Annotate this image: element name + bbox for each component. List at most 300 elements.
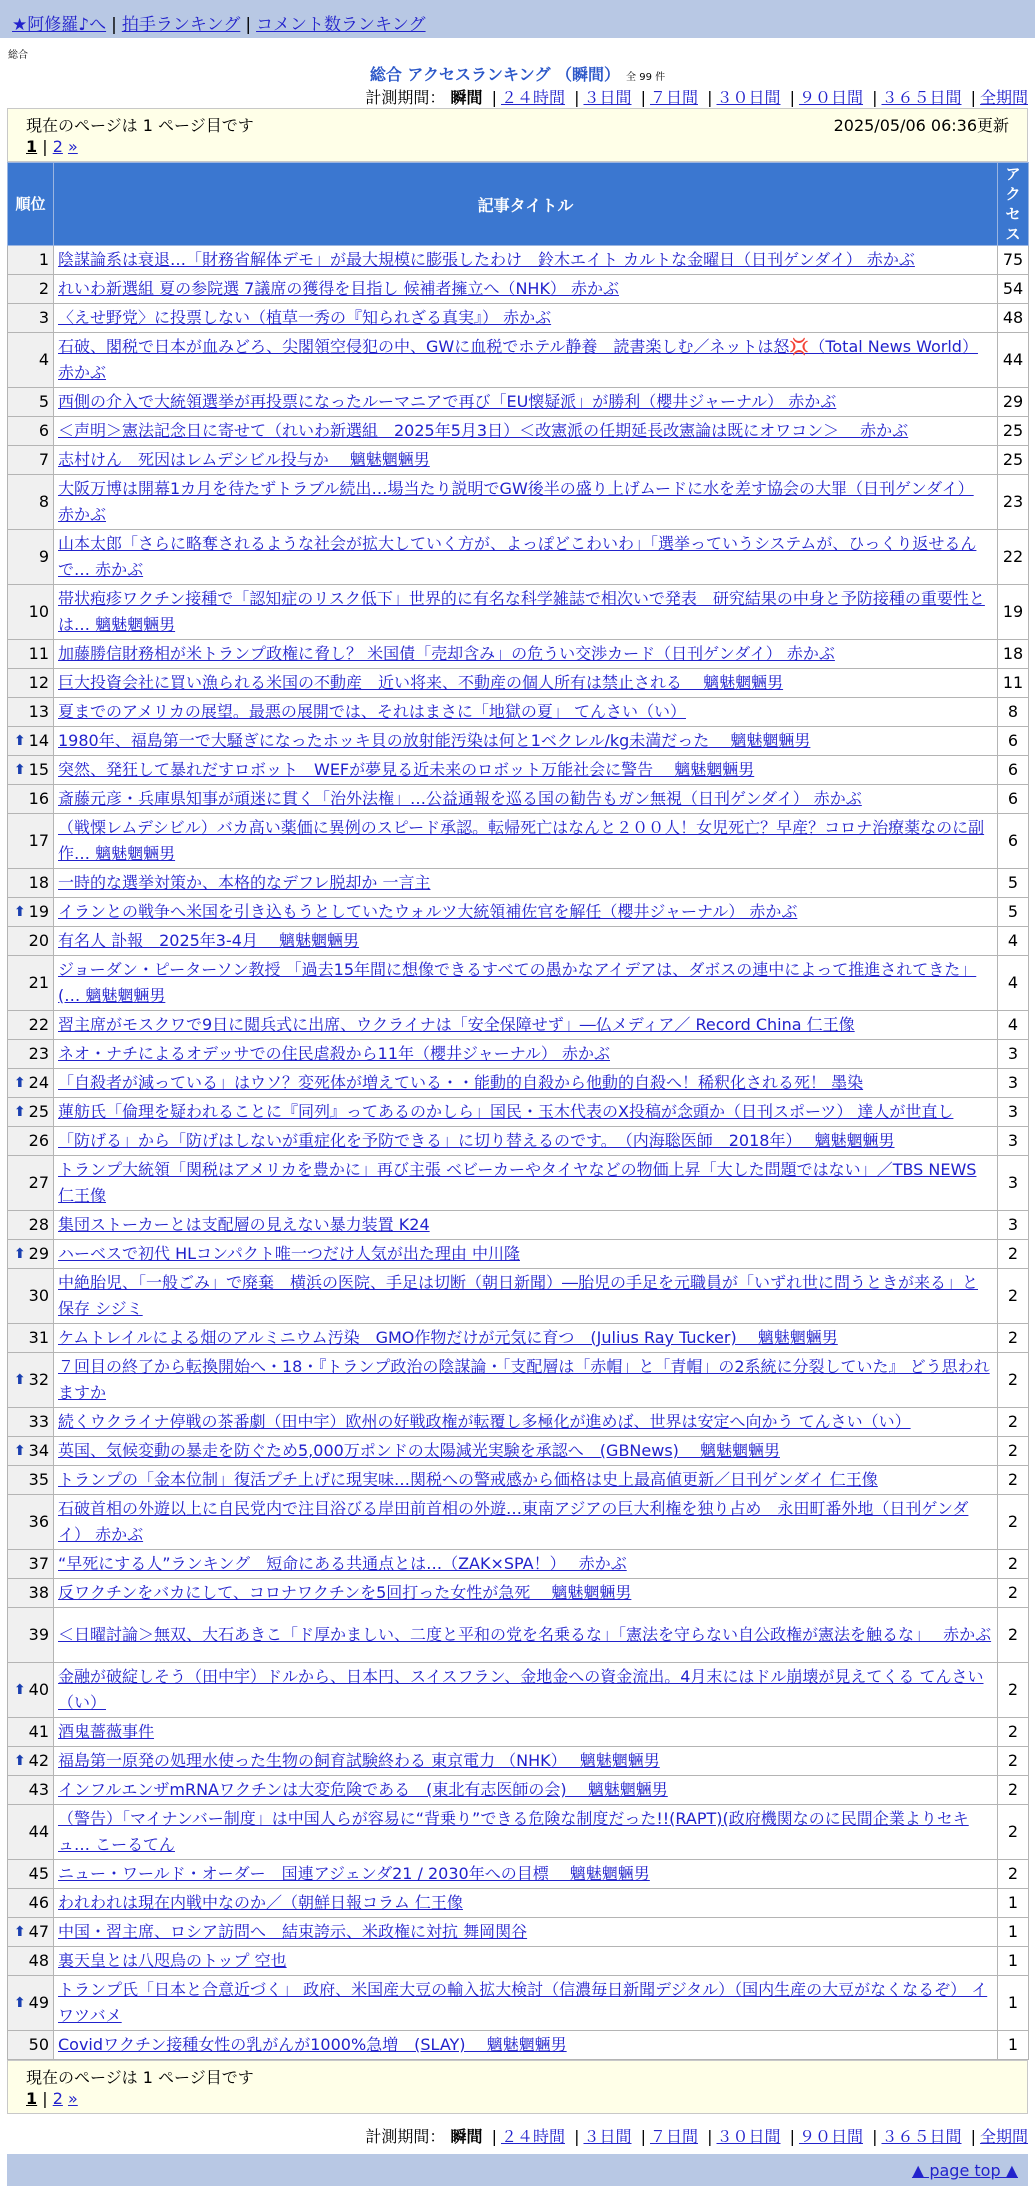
- rank-number: 35: [28, 1470, 49, 1489]
- rank-cell: [8, 304, 54, 333]
- article-link[interactable]: 〈えせ野党〉に投票しない（植草一秀の『知られざる真実』） 赤かぶ: [58, 308, 552, 327]
- table-row: [8, 530, 1029, 585]
- table-row: [8, 2031, 1029, 2060]
- ranking-table: [7, 162, 1029, 2060]
- rank-number: 50: [28, 2035, 49, 2054]
- access-count: 2: [998, 1747, 1029, 1776]
- rank-cell: [8, 956, 54, 1011]
- title-cell: [54, 1466, 998, 1495]
- article-link[interactable]: 「自殺者が減っている」はウソ？変死体が増えている・・能動的自殺から他動的自殺へ！稀釈化される死！ 墨染: [58, 1073, 864, 1092]
- article-link[interactable]: イランとの戦争へ米国を引き込もうとしていたウォルツ大統領補佐官を解任（櫻井ジャーナル） 赤かぶ: [58, 902, 798, 921]
- title-cell: [54, 727, 998, 756]
- rank-number: 17: [28, 831, 49, 850]
- table-row: [8, 246, 1029, 275]
- page-info: [7, 108, 1028, 162]
- bottom-pager: 1 | 2 »: [8, 2089, 1027, 2113]
- access-count: 4: [998, 956, 1029, 1011]
- rank-number: 14: [28, 731, 49, 750]
- table-row: [8, 898, 1029, 927]
- article-link[interactable]: （戦慄レムデシビル）バカ高い薬価に異例のスピード承認。転帰死亡はなんと２００人！女児死亡？早産？コロナ治療薬なのに副作… 魑魅魍魎男: [58, 818, 985, 863]
- article-link[interactable]: （警告）「マイナンバー制度」は中国人らが容易に“背乗り”できる危険な制度だった!!(RAPT)(政府機関なのに民間企業よりセキュ… こーるてん: [58, 1809, 969, 1854]
- up-arrow-icon: ⬆: [14, 1246, 26, 1262]
- pager-current: 1: [26, 137, 38, 156]
- rank-cell: [8, 475, 54, 530]
- access-count: 2: [998, 1437, 1029, 1466]
- article-link[interactable]: 集団ストーカーとは支配層の見えない暴力装置 K24: [58, 1215, 430, 1234]
- table-row: [8, 1776, 1029, 1805]
- home-link[interactable]: ★阿修羅♪へ: [12, 15, 107, 35]
- period-link-30d[interactable]: ３０日間: [716, 2127, 781, 2146]
- rank-cell: [8, 669, 54, 698]
- title-cell: [54, 1353, 998, 1408]
- ranking-body: [8, 246, 1029, 2060]
- access-count: 5: [998, 869, 1029, 898]
- article-link[interactable]: 習主席がモスクワで9日に閲兵式に出席、ウクライナは「安全保障せず」―仏メディア／ Record China 仁王像: [58, 1015, 855, 1034]
- title-cell: [54, 669, 998, 698]
- title-cell: [54, 1776, 998, 1805]
- title-count: 全 99 件: [626, 72, 666, 83]
- article-link[interactable]: 山本太郎「さらに略奪されるような社会が拡大していく方が、よっぽどこわいわ」「選挙っていうシステムが、ひっくり返せるんで… 赤かぶ: [58, 534, 977, 579]
- title-cell: [54, 1918, 998, 1947]
- rank-cell: [8, 898, 54, 927]
- pager-next[interactable]: »: [67, 137, 78, 156]
- rank-number: 20: [28, 931, 49, 950]
- bottom-page-status: 現在のページは 1 ページ目です: [26, 2068, 254, 2087]
- rank-cell: [8, 1156, 54, 1211]
- rank-number: 48: [28, 1951, 49, 1970]
- article-link[interactable]: 帯状疱疹ワクチン接種で「認知症のリスク低下」世界的に有名な科学雑誌で相次いで発表 研究結果の中身と予防接種の重要性とは… 魑魅魍魎男: [58, 589, 985, 634]
- table-row: [8, 1040, 1029, 1069]
- rank-cell: [8, 1269, 54, 1324]
- title-cell: [54, 530, 998, 585]
- rank-cell: [8, 698, 54, 727]
- rank-cell: [8, 1718, 54, 1747]
- page-top-link[interactable]: ▲ page top ▲: [911, 2161, 1018, 2180]
- access-count: 2: [998, 1269, 1029, 1324]
- rank-cell: [8, 640, 54, 669]
- header-access: アクセス: [998, 163, 1029, 246]
- table-row: [8, 1324, 1029, 1353]
- title-cell: [54, 927, 998, 956]
- article-link[interactable]: 酒鬼薔薇事件: [58, 1722, 155, 1741]
- article-link[interactable]: 石破首相の外遊以上に自民党内で注目浴びる岸田前首相の外遊…東南アジアの巨大利権を独り占め 永田町番外地（日刊ゲンダイ） 赤かぶ: [58, 1499, 969, 1544]
- period-link-365d[interactable]: ３６５日間: [881, 88, 962, 107]
- period-link-30d[interactable]: ３０日間: [716, 88, 781, 107]
- period-label: 計測期間：: [365, 88, 446, 107]
- rank-number: 8: [38, 492, 49, 511]
- article-link[interactable]: ハーベスで初代 HLコンパクト唯一つだけ人気が出た理由 中川隆: [58, 1244, 520, 1263]
- period-link-90d[interactable]: ９０日間: [798, 88, 863, 107]
- access-count: 2: [998, 1663, 1029, 1718]
- period-link-24h[interactable]: ２４時間: [500, 2127, 565, 2146]
- article-link[interactable]: トランプの「金本位制」復活プチ上げに現実味…関税への警戒感から価格は史上最高値更新／日刊ゲンダイ 仁王像: [58, 1470, 878, 1489]
- access-count: 75: [998, 246, 1029, 275]
- title-cell: [54, 1747, 998, 1776]
- article-link[interactable]: 夏までのアメリカの展望。最悪の展開では、それはまさに「地獄の夏」 てんさい（い）: [58, 702, 686, 721]
- rank-cell: [8, 1069, 54, 1098]
- rank-cell: [8, 446, 54, 475]
- rank-number: 19: [28, 902, 49, 921]
- up-arrow-icon: ⬆: [14, 1075, 26, 1091]
- period-link-all[interactable]: 全期間: [979, 88, 1028, 107]
- article-link[interactable]: 巨大投資会社に買い漁られる米国の不動産 近い将来、不動産の個人所有は禁止される 魑魅魍魎男: [58, 673, 784, 692]
- access-count: 3: [998, 1040, 1029, 1069]
- access-count: 1: [998, 1918, 1029, 1947]
- rank-number: 37: [28, 1554, 49, 1573]
- article-link[interactable]: ７回目の終了から転換開始へ・18・『トランプ政治の陰謀論・「支配層は「赤帽」と「青帽」の2系統に分裂していた』 どう思われますか: [58, 1357, 990, 1402]
- table-row: [8, 1608, 1029, 1663]
- access-count: 3: [998, 1127, 1029, 1156]
- period-link-365d[interactable]: ３６５日間: [881, 2127, 962, 2146]
- rank-cell: [8, 333, 54, 388]
- access-count: 6: [998, 785, 1029, 814]
- rank-number: 46: [28, 1893, 49, 1912]
- table-row: [8, 1353, 1029, 1408]
- rank-number: 40: [28, 1680, 49, 1699]
- table-row: [8, 927, 1029, 956]
- table-row: [8, 869, 1029, 898]
- access-count: 23: [998, 475, 1029, 530]
- pager-page-2[interactable]: 2: [52, 137, 63, 156]
- rank-cell: [8, 1011, 54, 1040]
- access-count: 8: [998, 698, 1029, 727]
- title-cell: [54, 475, 998, 530]
- article-link[interactable]: 蓮舫氏「倫理を疑われることに『同列』ってあるのかしら」国民・玉木代表のX投稿が念頭か（日刊スポーツ） 達人が世直し: [58, 1102, 954, 1121]
- access-count: 22: [998, 530, 1029, 585]
- rank-number: 47: [28, 1922, 49, 1941]
- access-count: 2: [998, 1550, 1029, 1579]
- rank-number: 11: [28, 644, 49, 663]
- article-link[interactable]: 「防げる」から「防げはしないが重症化を予防できる」に切り替えるのです。 （内海聡医師 2018年） 魑魅魍魎男: [58, 1131, 895, 1150]
- rank-cell: [8, 1098, 54, 1127]
- title-cell: [54, 1718, 998, 1747]
- title-cell: [54, 304, 998, 333]
- up-arrow-icon: ⬆: [14, 1753, 26, 1769]
- rank-number: 27: [28, 1173, 49, 1192]
- footer: [7, 2154, 1028, 2186]
- title-cell: [54, 1550, 998, 1579]
- bottom-pager-next[interactable]: »: [67, 2089, 78, 2108]
- article-link[interactable]: 加藤勝信財務相が米トランプ政権に脅し？ 米国債「売却含み」の危うい交渉カード（日刊ゲンダイ） 赤かぶ: [58, 644, 835, 663]
- title-cell: [54, 814, 998, 869]
- up-arrow-icon: ⬆: [14, 1104, 26, 1120]
- rank-number: 30: [28, 1286, 49, 1305]
- rank-cell: [8, 1466, 54, 1495]
- access-count: 4: [998, 927, 1029, 956]
- table-row: [8, 1269, 1029, 1324]
- access-count: 3: [998, 1069, 1029, 1098]
- article-link[interactable]: 石破、閣税で日本が血みどろ、尖閣領空侵犯の中、GWに血税でホテル静養 読書楽しむ／ネットは怒💢（Total News World） 赤かぶ: [58, 337, 978, 382]
- section-label: 総合: [8, 50, 28, 61]
- article-link[interactable]: トランプ氏「日本と合意近づく」 政府、米国産大豆の輸入拡大検討（信濃毎日新聞デジタル）（国内生産の大豆がなくなるぞ） イワツバメ: [58, 1980, 988, 2025]
- article-link[interactable]: ＜日曜討論＞無双、大石あきこ「ド厚かましい、二度と平和の党を名乗るな」「憲法を守らない自公政権が憲法を触るな」 赤かぶ: [58, 1625, 992, 1644]
- rank-cell: [8, 1127, 54, 1156]
- article-link[interactable]: 大阪万博は開幕1カ月を待たずトラブル続出…場当たり説明でGW後半の盛り上げムードに水を差す協会の大罪（日刊ゲンダイ） 赤かぶ: [58, 479, 974, 524]
- title-cell: [54, 785, 998, 814]
- period-link-24h[interactable]: ２４時間: [500, 88, 565, 107]
- access-count: 19: [998, 585, 1029, 640]
- period-link-3d[interactable]: ３日間: [583, 2127, 632, 2146]
- access-count: 2: [998, 1608, 1029, 1663]
- up-arrow-icon: ⬆: [14, 1372, 26, 1388]
- table-row: [8, 785, 1029, 814]
- article-link[interactable]: トランプ大統領「関税はアメリカを豊かに」再び主張 ベビーカーやタイヤなどの物価上昇「大した問題ではない」／TBS NEWS 仁王像: [58, 1160, 977, 1205]
- table-row: [8, 1747, 1029, 1776]
- header-rank: 順位: [8, 163, 54, 246]
- title-cell: [54, 275, 998, 304]
- rank-number: 13: [28, 702, 49, 721]
- article-link[interactable]: れいわ新選組 夏の参院選 7議席の獲得を目指し 候補者擁立へ（NHK） 赤かぶ: [58, 279, 620, 298]
- title-cell: [54, 956, 998, 1011]
- table-row: [8, 1211, 1029, 1240]
- rank-number: 18: [28, 873, 49, 892]
- access-count: 48: [998, 304, 1029, 333]
- article-link[interactable]: 反ワクチンをバカにして、コロナワクチンを5回打った女性が急死 魑魅魍魎男: [58, 1583, 632, 1602]
- access-count: 5: [998, 898, 1029, 927]
- access-count: 1: [998, 1976, 1029, 2031]
- rank-cell: [8, 1889, 54, 1918]
- rank-number: 1: [38, 250, 49, 269]
- rank-cell: [8, 1437, 54, 1466]
- access-count: 2: [998, 1240, 1029, 1269]
- rank-number: 9: [38, 547, 49, 566]
- article-link[interactable]: 続くウクライナ停戦の茶番劇（田中宇）欧州の好戦政権が転覆し多極化が進めば、世界は安定へ向かう てんさい（い）: [58, 1412, 911, 1431]
- rank-cell: [8, 785, 54, 814]
- rank-number: 44: [28, 1822, 49, 1841]
- table-row: [8, 1437, 1029, 1466]
- table-row: [8, 1889, 1029, 1918]
- access-count: 25: [998, 446, 1029, 475]
- article-link[interactable]: ジョーダン・ピーターソン教授 「過去15年間に想像できるすべての愚かなアイデアは、ダボスの連中によって推進されてきた」(… 魑魅魍魎男: [58, 960, 977, 1005]
- table-row: [8, 1718, 1029, 1747]
- article-link[interactable]: 西側の介入で大統領選挙が再投票になったルーマニアで再び「EU懐疑派」が勝利（櫻井ジャーナル） 赤かぶ: [58, 392, 837, 411]
- rank-number: 25: [28, 1102, 49, 1121]
- page-title: 総合 アクセスランキング （瞬間）: [369, 65, 621, 84]
- table-row: [8, 1495, 1029, 1550]
- table-row: [8, 275, 1029, 304]
- rank-cell: [8, 1240, 54, 1269]
- rank-cell: [8, 1324, 54, 1353]
- rank-cell: [8, 1550, 54, 1579]
- title-cell: [54, 333, 998, 388]
- table-row: [8, 585, 1029, 640]
- title-cell: [54, 1324, 998, 1353]
- access-count: 6: [998, 727, 1029, 756]
- table-row: [8, 756, 1029, 785]
- table-row: [8, 417, 1029, 446]
- article-link[interactable]: “早死にする人”ランキング 短命にある共通点とは…（ZAK×SPA！） 赤かぶ: [58, 1554, 627, 1573]
- rank-number: 43: [28, 1780, 49, 1799]
- rank-number: 5: [38, 392, 49, 411]
- title-cell: [54, 1437, 998, 1466]
- rank-cell: [8, 1495, 54, 1550]
- top-nav: [0, 0, 1035, 38]
- rank-number: 32: [28, 1370, 49, 1389]
- table-row: [8, 727, 1029, 756]
- title-cell: [54, 388, 998, 417]
- rank-cell: [8, 585, 54, 640]
- access-count: 1: [998, 1889, 1029, 1918]
- rank-number: 10: [28, 602, 49, 621]
- article-link[interactable]: ケムトレイルによる畑のアルミニウム汚染 GMO作物だけが元気に育つ (Julius Ray Tucker) 魑魅魍魎男: [58, 1328, 838, 1347]
- title-cell: [54, 1495, 998, 1550]
- period-label: 計測期間：: [365, 2127, 446, 2146]
- access-count: 2: [998, 1805, 1029, 1860]
- up-arrow-icon: ⬆: [14, 904, 26, 920]
- period-link-3d[interactable]: ３日間: [583, 88, 632, 107]
- title-cell: [54, 1040, 998, 1069]
- article-link[interactable]: 突然、発狂して暴れだすロボット WEFが夢見る近未来のロボット万能社会に警告 魑魅魍魎男: [58, 760, 755, 779]
- rank-cell: [8, 388, 54, 417]
- access-count: 54: [998, 275, 1029, 304]
- rank-number: 6: [38, 421, 49, 440]
- article-link[interactable]: 英国、気候変動の暴走を防ぐため5,000万ポンドの太陽減光実験を承認へ (GBNews) 魑魅魍魎男: [58, 1441, 780, 1460]
- table-row: [8, 1069, 1029, 1098]
- period-link-all[interactable]: 全期間: [979, 2127, 1028, 2146]
- rank-cell: [8, 1211, 54, 1240]
- period-current: 瞬間: [450, 2127, 483, 2146]
- access-count: 29: [998, 388, 1029, 417]
- title-cell: [54, 1127, 998, 1156]
- rank-cell: [8, 246, 54, 275]
- table-row: [8, 1918, 1029, 1947]
- rank-cell: [8, 1860, 54, 1889]
- period-link-7d[interactable]: ７日間: [649, 88, 698, 107]
- rank-number: 29: [28, 1244, 49, 1263]
- article-link[interactable]: われわれは現在内戦中なのか／（朝鮮日報コラム 仁王像: [58, 1893, 463, 1912]
- rank-number: 36: [28, 1512, 49, 1531]
- bottom-pager-page-2[interactable]: 2: [52, 2089, 63, 2108]
- article-link[interactable]: 1980年、福島第一で大騒ぎになったホッキ貝の放射能汚染は何と1ベクレル/kg未満だった 魑魅魍魎男: [58, 731, 811, 750]
- access-count: 2: [998, 1860, 1029, 1889]
- rank-number: 39: [28, 1625, 49, 1644]
- article-link[interactable]: ＜声明＞憲法記念日に寄せて（れいわ新選組 2025年5月3日）＜改憲派の任期延長改憲論は既にオワコン＞ 赤かぶ: [58, 421, 909, 440]
- article-link[interactable]: 福島第一原発の処理水使った生物の飼育試験終わる 東京電力 （NHK） 魑魅魍魎男: [58, 1751, 660, 1770]
- title-cell: [54, 1011, 998, 1040]
- rank-number: 21: [28, 973, 49, 992]
- title-cell: [54, 446, 998, 475]
- rank-cell: [8, 1579, 54, 1608]
- article-link[interactable]: 一時的な選挙対策か、本格的なデフレ脱却か 一言主: [58, 873, 431, 892]
- table-row: [8, 1947, 1029, 1976]
- rank-number: 31: [28, 1328, 49, 1347]
- table-row: [8, 1550, 1029, 1579]
- comment-ranking-link[interactable]: コメント数ランキング: [256, 15, 426, 35]
- up-arrow-icon: ⬆: [14, 733, 26, 749]
- title-row: [0, 58, 1035, 82]
- table-row: [8, 1805, 1029, 1860]
- table-row: [8, 388, 1029, 417]
- rank-number: 24: [28, 1073, 49, 1092]
- article-link[interactable]: Covidワクチン接種女性の乳がんが1000%急増 (SLAY) 魑魅魍魎男: [58, 2035, 567, 2054]
- table-row: [8, 1127, 1029, 1156]
- access-count: 2: [998, 1466, 1029, 1495]
- access-count: 2: [998, 1718, 1029, 1747]
- rank-cell: [8, 417, 54, 446]
- article-link[interactable]: 裏天皇とは八咫烏のトップ 空也: [58, 1951, 287, 1970]
- rank-number: 49: [28, 1993, 49, 2012]
- rank-number: 23: [28, 1044, 49, 1063]
- period-link-7d[interactable]: ７日間: [649, 2127, 698, 2146]
- nav-separator: |: [245, 15, 252, 35]
- rank-cell: [8, 1747, 54, 1776]
- rank-cell: [8, 1663, 54, 1718]
- title-cell: [54, 756, 998, 785]
- rank-number: 3: [38, 308, 49, 327]
- article-link[interactable]: 金融が破綻しそう（田中宇）ドルから、日本円、スイスフラン、金地金への資金流出。4月末にはドル崩壊が見えてくる てんさい（い）: [58, 1667, 984, 1712]
- rank-cell: [8, 530, 54, 585]
- article-link[interactable]: 志村けん 死因はレムデシビル投与か 魑魅魍魎男: [58, 450, 430, 469]
- title-cell: [54, 1211, 998, 1240]
- access-count: 1: [998, 1947, 1029, 1976]
- title-cell: [54, 1608, 998, 1663]
- access-count: 3: [998, 1211, 1029, 1240]
- table-row: [8, 956, 1029, 1011]
- article-link[interactable]: 中絶胎児、「一般ごみ」で廃棄 横浜の医院、手足は切断（朝日新聞）―胎児の手足を元職員が「いずれ世に問うときが来る」と保存 シジミ: [58, 1273, 979, 1318]
- article-link[interactable]: ネオ・ナチによるオデッサでの住民虐殺から11年（櫻井ジャーナル） 赤かぶ: [58, 1044, 611, 1063]
- article-link[interactable]: 陰謀論系は衰退…「財務省解体デモ」が最大規模に膨張したわけ 鈴木エイト カルトな金曜日（日刊ゲンダイ） 赤かぶ: [58, 250, 915, 269]
- access-count: 3: [998, 1098, 1029, 1127]
- updated-time: 2025/05/06 06:36更新: [833, 116, 1009, 135]
- title-cell: [54, 1156, 998, 1211]
- table-row: [8, 446, 1029, 475]
- table-row: [8, 1011, 1029, 1040]
- bottom-period-selector: 計測期間： 瞬間 | ２４時間 | ３日間 | ７日間 | ３０日間 | ９０日間 | ３６５日間 | 全期間: [365, 2127, 1028, 2146]
- table-row: [8, 1976, 1029, 2031]
- up-arrow-icon: ⬆: [14, 1924, 26, 1940]
- rank-cell: [8, 756, 54, 785]
- rank-number: 45: [28, 1864, 49, 1883]
- rank-number: 33: [28, 1412, 49, 1431]
- rank-number: 26: [28, 1131, 49, 1150]
- table-row: [8, 333, 1029, 388]
- title-cell: [54, 1098, 998, 1127]
- title-cell: [54, 1579, 998, 1608]
- article-link[interactable]: インフルエンザmRNAワクチンは大変危険である (東北有志医師の会) 魑魅魍魎男: [58, 1780, 668, 1799]
- title-cell: [54, 585, 998, 640]
- table-row: [8, 1408, 1029, 1437]
- access-count: 2: [998, 1495, 1029, 1550]
- access-count: 2: [998, 1324, 1029, 1353]
- access-count: 2: [998, 1579, 1029, 1608]
- rank-cell: [8, 1776, 54, 1805]
- title-cell: [54, 898, 998, 927]
- article-link[interactable]: ニュー・ワールド・オーダー 国連アジェンダ21 / 2030年への目標 魑魅魍魎男: [58, 1864, 650, 1883]
- article-link[interactable]: 中国・習主席、ロシア訪問へ 結束誇示、米政権に対抗 舞岡関谷: [58, 1922, 528, 1941]
- access-count: 2: [998, 1408, 1029, 1437]
- applause-ranking-link[interactable]: 拍手ランキング: [121, 15, 241, 35]
- rank-cell: [8, 1918, 54, 1947]
- rank-cell: [8, 1353, 54, 1408]
- rank-cell: [8, 1805, 54, 1860]
- rank-number: 34: [28, 1441, 49, 1460]
- article-link[interactable]: 有名人 訃報 2025年3-4月 魑魅魍魎男: [58, 931, 360, 950]
- rank-cell: [8, 727, 54, 756]
- article-link[interactable]: 斎藤元彦・兵庫県知事が頑迷に貫く「治外法権」…公益通報を巡る国の勧告もガン無視（日刊ゲンダイ） 赤かぶ: [58, 789, 862, 808]
- table-row: [8, 1240, 1029, 1269]
- access-count: 4: [998, 1011, 1029, 1040]
- rank-number: 42: [28, 1751, 49, 1770]
- table-row: [8, 304, 1029, 333]
- table-row: [8, 475, 1029, 530]
- page-status: 現在のページは 1 ページ目です: [26, 116, 254, 135]
- access-count: 6: [998, 814, 1029, 869]
- access-count: 18: [998, 640, 1029, 669]
- title-cell: [54, 1269, 998, 1324]
- title-cell: [54, 640, 998, 669]
- rank-cell: [8, 2031, 54, 2060]
- period-link-90d[interactable]: ９０日間: [798, 2127, 863, 2146]
